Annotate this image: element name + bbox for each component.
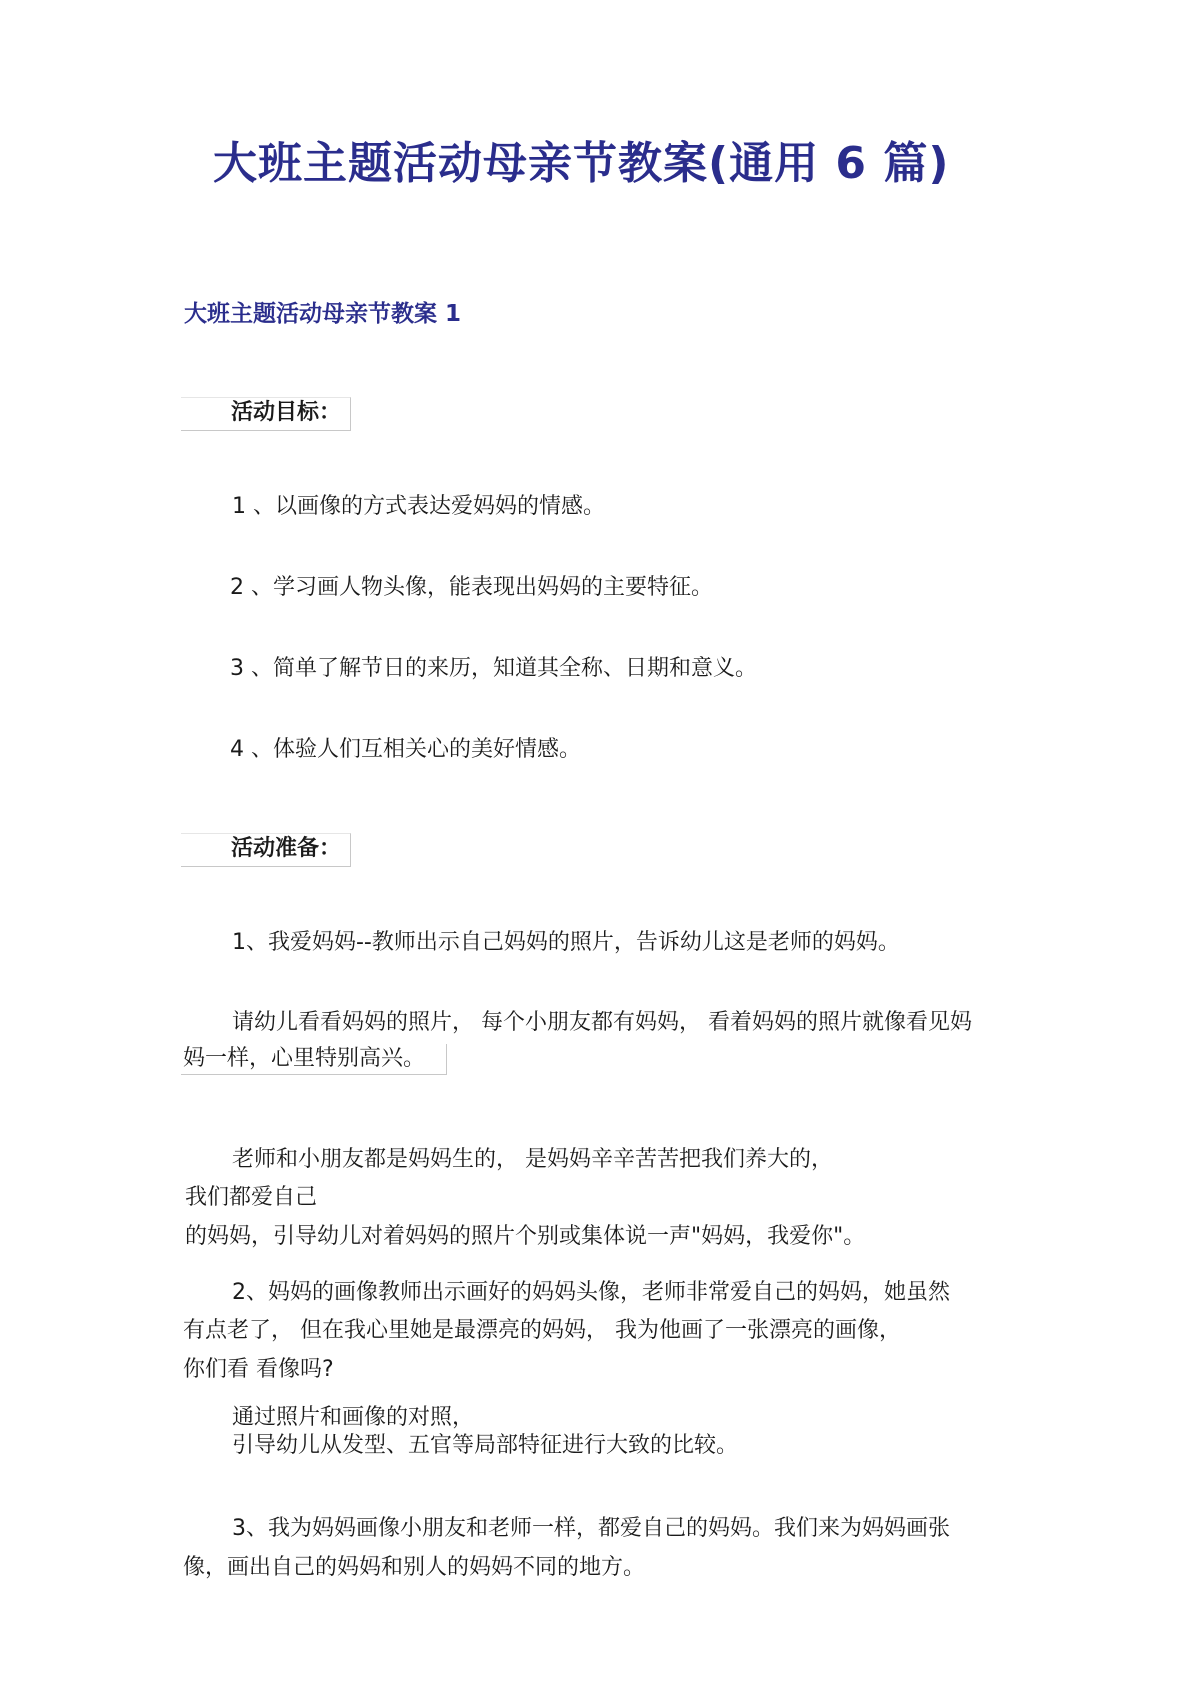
prep-label-box [181, 833, 351, 867]
goals-label-box [181, 397, 351, 431]
paragraph-4-line-3: 你们看 看像吗? [183, 1357, 334, 1382]
prep-label: 活动准备： [231, 836, 342, 861]
paragraph-6-line-1: 3、我为妈妈画像小朋友和老师一样，都爱自己的妈妈。我们来为妈妈画张 [232, 1516, 950, 1541]
paragraph-3-line-2: 我们都爱自己 [185, 1185, 318, 1210]
goal-item-4: 4 、体验人们互相关心的美好情感。 [230, 737, 581, 762]
paragraph-5-line-1: 通过照片和画像的对照， [232, 1405, 475, 1430]
goals-label: 活动目标： [231, 400, 342, 425]
paragraph-3-line-3: 的妈妈，引导幼儿对着妈妈的照片个别或集体说一声"妈妈，我爱你"。 [185, 1224, 866, 1249]
paragraph-4-line-2: 有点老了， 但在我心里她是最漂亮的妈妈， 我为他画了一张漂亮的画像， [183, 1318, 901, 1343]
goal-item-3: 3 、简单了解节日的来历，知道其全称、日期和意义。 [230, 656, 757, 681]
goal-item-1: 1 、以画像的方式表达爱妈妈的情感。 [232, 494, 605, 519]
paragraph-1: 1、我爱妈妈--教师出示自己妈妈的照片，告诉幼儿这是老师的妈妈。 [232, 930, 900, 955]
document-title: 大班主题活动母亲节教案(通用 6 篇) [213, 138, 950, 189]
paragraph-2-line-1: 请幼儿看看妈妈的照片， 每个小朋友都有妈妈， 看着妈妈的照片就像看见妈 [232, 1010, 972, 1035]
paragraph-6-line-2: 像，画出自己的妈妈和别人的妈妈不同的地方。 [183, 1555, 646, 1580]
section-heading: 大班主题活动母亲节教案 1 [184, 301, 462, 327]
paragraph-4-line-1: 2、妈妈的画像教师出示画好的妈妈头像，老师非常爱自己的妈妈，她虽然 [232, 1280, 950, 1305]
paragraph-5-line-2: 引导幼儿从发型、五官等局部特征进行大致的比较。 [232, 1433, 739, 1458]
paragraph-2-line-2: 妈一样，心里特别高兴。 [183, 1046, 426, 1071]
paragraph-3-line-1: 老师和小朋友都是妈妈生的， 是妈妈辛辛苦苦把我们养大的， [232, 1147, 833, 1172]
goal-item-2: 2 、学习画人物头像，能表现出妈妈的主要特征。 [230, 575, 713, 600]
